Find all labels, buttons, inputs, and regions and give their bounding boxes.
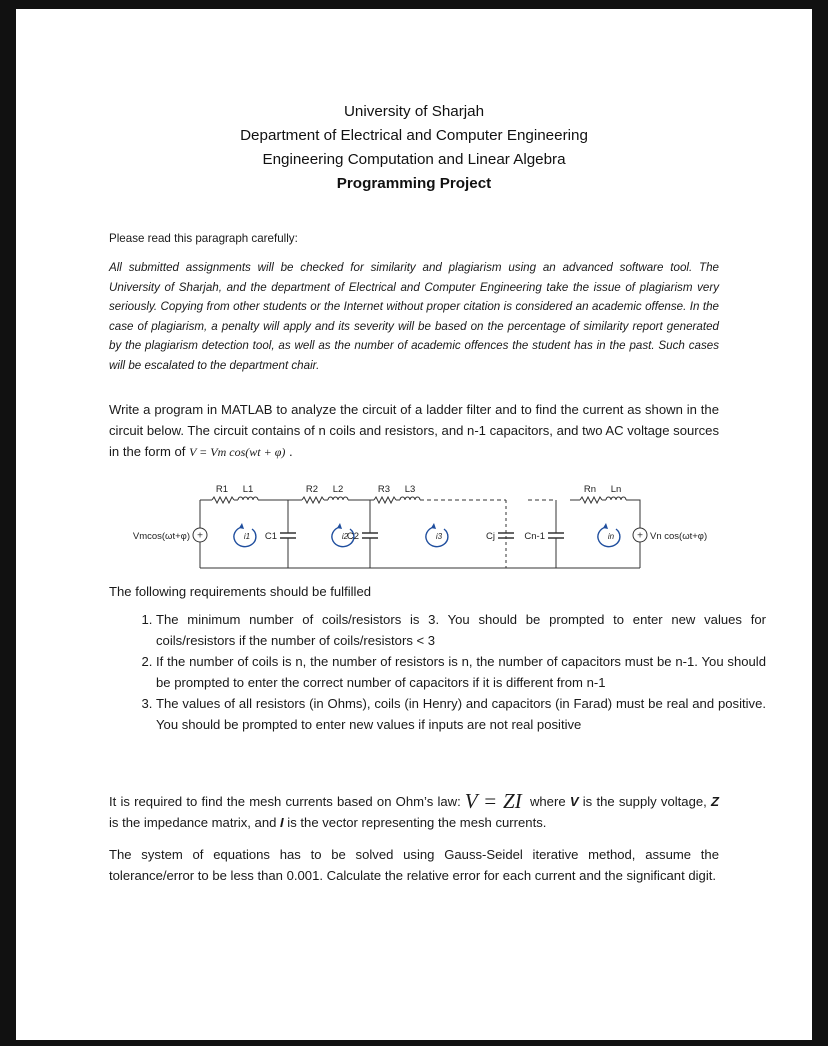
inductor-ln	[606, 497, 626, 500]
label-source-right: Vn cos(ωt+φ)	[650, 531, 708, 542]
department-name: Department of Electrical and Computer Engineering	[240, 127, 588, 144]
document-page	[16, 9, 812, 1040]
resistor-r3	[374, 497, 396, 503]
capacitor-c1	[280, 533, 296, 538]
notice-heading: Please read this paragraph carefully:	[109, 232, 298, 245]
right-source-icon	[633, 528, 647, 542]
mesh-text-p2: is the supply voltage,	[578, 794, 711, 809]
label-i2: i2	[341, 532, 349, 541]
capacitor-c2	[362, 533, 378, 538]
inductor-l2	[328, 497, 348, 500]
mesh-text-p1: where	[525, 794, 570, 809]
label-rn: Rn	[583, 484, 597, 495]
label-l3: L3	[404, 484, 416, 495]
label-r2: R2	[305, 484, 319, 495]
task-description	[109, 399, 719, 463]
resistor-r2	[302, 497, 324, 503]
label-r1: R1	[215, 484, 229, 495]
resistor-rn	[580, 497, 602, 503]
document-title: Programming Project	[336, 175, 492, 192]
resistor-r1	[212, 497, 234, 503]
capacitor-cj	[498, 533, 514, 538]
label-i1: i1	[243, 532, 251, 541]
requirements-list	[109, 609, 766, 735]
ladder-circuit-diagram	[106, 470, 728, 578]
mesh-text-p3: is the impedance matrix, and	[109, 815, 281, 830]
capacitor-cn1	[548, 533, 564, 538]
label-source-left: Vmcos(ωt+φ)	[132, 531, 190, 542]
university-name: University of Sharjah	[343, 103, 485, 120]
mesh-text-p4: is the vector representing the mesh currents.	[283, 815, 547, 830]
symbol-i: I	[280, 815, 284, 830]
inductor-l3	[400, 497, 420, 500]
label-l1: L1	[242, 484, 254, 495]
task-formula: V = Vm cos(wt + φ)	[189, 445, 286, 459]
requirement-item: 1. The minimum number of coils/resistors is 3. You should be prompted to enter new values for coils/resistors if the number of coils/resistors < 3	[156, 609, 766, 651]
course-name: Engineering Computation and Linear Algebra	[262, 151, 566, 168]
symbol-v: V	[569, 794, 579, 809]
mesh-text-before: It is required to find the mesh currents based on Ohm’s law:	[109, 794, 461, 809]
plagiarism-notice: All submitted assignments will be checked for similarity and plagiarism using an advanced software tool. The University of Sharjah, and the department of Electrical and Computer Engineering take the issue of plagiarism very seriously. Copying from other students or the Internet without proper citation is considered an academic offense. In the case of plagiarism, a penalty will apply and its severity will be based on the percentage of similarity report generated by the plagiarism detection tool, as well as the number of academic offences the student has in the past. Such cases will be escalated to the department chair.	[109, 261, 719, 372]
ohms-law-formula: V = ZI	[464, 789, 522, 813]
label-i3: i3	[435, 532, 443, 541]
label-c1: C1	[264, 531, 277, 542]
svg-text:+: +	[197, 530, 203, 542]
requirement-item: 2. If the number of coils is n, the number of resistors is n, the number of capacitors must be n-1. You should be prompted to enter the correct number of capacitors if it is different from n-1	[156, 651, 766, 693]
inductor-l1	[238, 497, 258, 500]
label-c2: C2	[346, 531, 359, 542]
mesh-current-paragraph	[109, 791, 719, 833]
label-l2: L2	[332, 484, 344, 495]
label-cn1: Cn-1	[524, 531, 545, 542]
svg-text:+: +	[637, 530, 643, 542]
label-cj: Cj	[486, 531, 495, 542]
label-in: in	[607, 532, 615, 541]
label-ln: Ln	[610, 484, 622, 495]
symbol-z: Z	[711, 794, 719, 809]
requirements-intro: The following requirements should be fulfilled	[109, 584, 372, 599]
label-r3: R3	[377, 484, 391, 495]
left-source-icon	[193, 528, 207, 542]
task-end: .	[285, 444, 293, 459]
task-text: Write a program in MATLAB to analyze the circuit of a ladder filter and to find the current as shown in the circuit below. The circuit contains of n coils and resistors, and n-1 capacitors, and two AC voltage sources in the form of	[109, 402, 719, 459]
requirement-item: 3. The values of all resistors (in Ohms), coils (in Henry) and capacitors (in Farad) must be real and positive. You should be prompted to enter new values if inputs are not real positive	[156, 693, 766, 735]
gauss-seidel-paragraph: The system of equations has to be solved using Gauss-Seidel iterative method, assume the tolerance/error to be less than 0.001. Calculate the relative error for each current and the significant digit.	[109, 847, 719, 883]
